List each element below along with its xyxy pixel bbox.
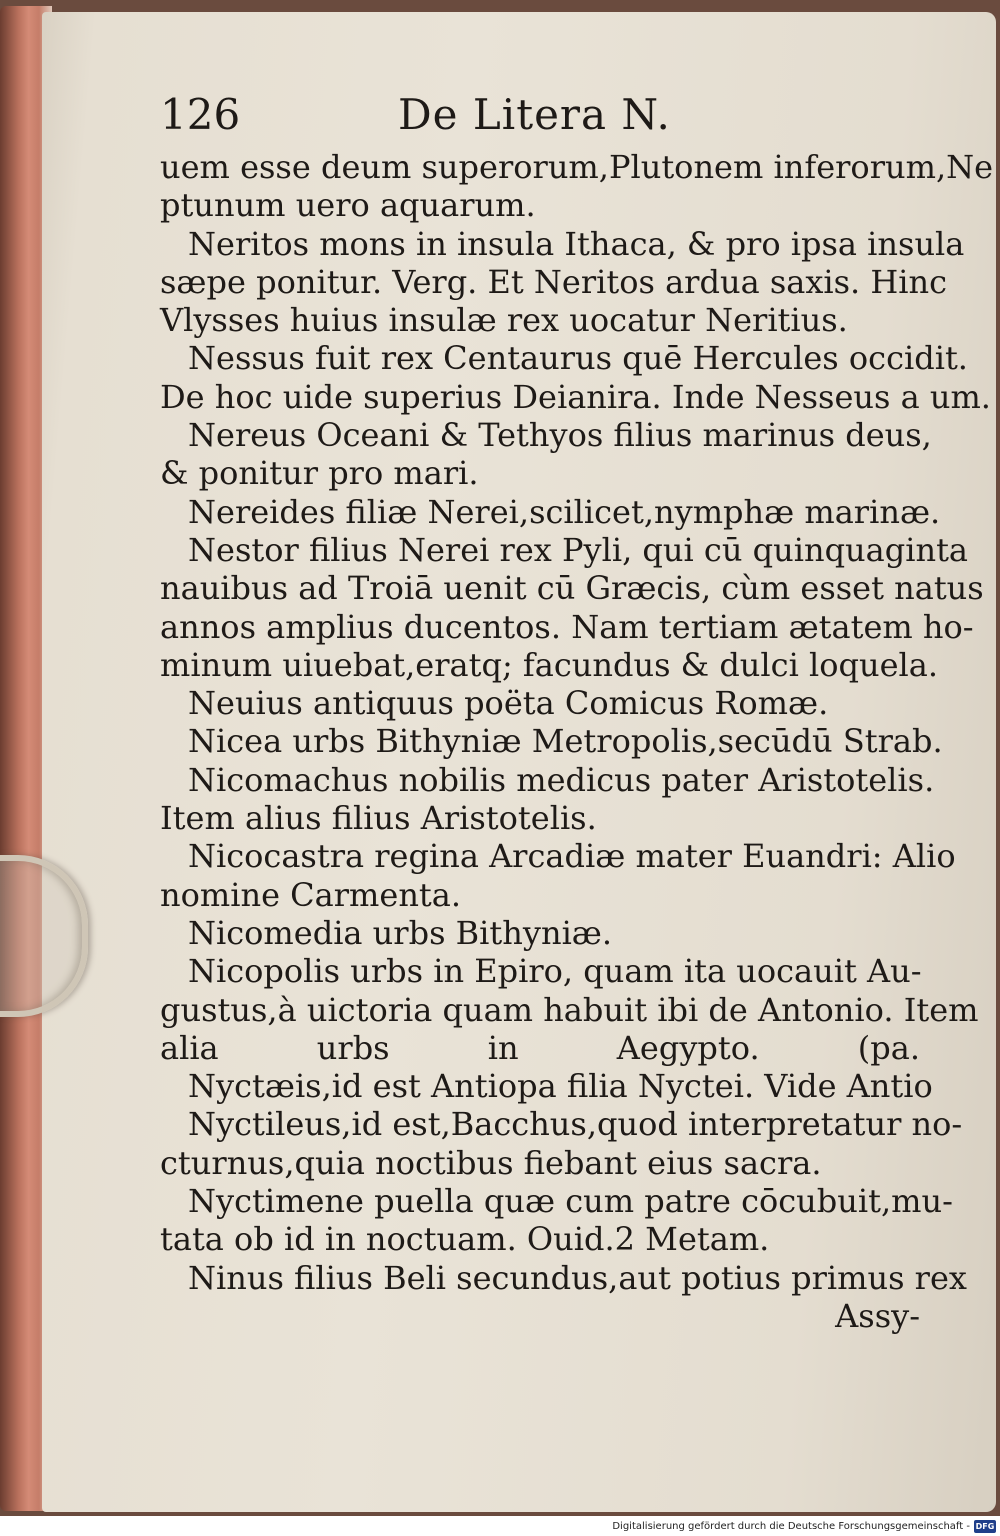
text-line: minum uiuebat,eratq; facundus & dulci loquela. xyxy=(160,645,938,684)
text-line: Nicopolis urbs in Epiro, quam ita uocauit Au- xyxy=(188,952,922,991)
text-line: & ponitur pro mari. xyxy=(160,454,479,493)
text-line: nomine Carmenta. xyxy=(160,875,462,914)
text-line: gustus,à uictoria quam habuit ibi de Antonio. Item xyxy=(160,990,979,1029)
text-line: Nessus fuit rex Centaurus quē Hercules occidit. xyxy=(188,339,968,378)
text-line: De hoc uide superius Deianira. Inde Nesseus a um. xyxy=(160,377,991,416)
text-line: Nyctileus,id est,Bacchus,quod interpretatur no- xyxy=(188,1105,963,1144)
text-line: Nereides filiæ Nerei,scilicet,nymphæ marinæ. xyxy=(188,492,941,531)
text-line: ptunum uero aquarum. xyxy=(160,186,536,225)
page-number: 126 xyxy=(160,90,241,139)
catchword: Assy- xyxy=(835,1296,920,1335)
text-line: uem esse deum superorum,Plutonem inferorum,Ne xyxy=(160,148,994,186)
text-line: Nicocastra regina Arcadiæ mater Euandri: Alio xyxy=(188,837,956,876)
text-line: Vlysses huius insulæ rex uocatur Neritius. xyxy=(160,301,848,340)
dfg-logo: DFG xyxy=(975,1522,995,1531)
text-line: sæpe ponitur. Verg. Et Neritos ardua saxis. Hinc xyxy=(160,262,948,301)
text-line: Nereus Oceani & Tethyos filius marinus deus, xyxy=(188,416,932,455)
running-title: De Litera N. xyxy=(398,90,671,139)
text-line: nauibus ad Troiā uenit cū Græcis, cùm esset natus xyxy=(160,569,984,608)
text-line: Nyctæis,id est Antiopa filia Nyctei. Vide Antio xyxy=(188,1067,933,1106)
funding-note: Digitalisierung gefördert durch die Deutsche Forschungsgemeinschaft - xyxy=(612,1521,970,1532)
text-line: Nicomedia urbs Bithyniæ. xyxy=(188,913,613,952)
text-line: Neritos mons in insula Ithaca, & pro ipsa insula xyxy=(188,224,965,263)
text-block xyxy=(160,148,994,1335)
text-line: tata ob id in noctuam. Ouid.2 Metam. xyxy=(160,1220,770,1259)
text-line: cturnus,quia noctibus fiebant eius sacra. xyxy=(160,1143,822,1182)
text-line: Nicea urbs Bithyniæ Metropolis,secūdū Strab. xyxy=(188,722,943,761)
page-header xyxy=(160,90,720,140)
text-line: Item alius filius Aristotelis. xyxy=(160,799,597,838)
text-line: Nestor filius Nerei rex Pyli, qui cū quinquaginta xyxy=(188,530,968,569)
text-line: Nicomachus nobilis medicus pater Aristotelis. xyxy=(188,760,935,799)
text-line: annos amplius ducentos. Nam tertiam ætatem ho- xyxy=(160,607,974,646)
text-line: Ninus filius Beli secundus,aut potius primus rex xyxy=(188,1258,967,1297)
text-line: Nyctimene puella quæ cum patre cōcubuit,mu- xyxy=(188,1182,953,1221)
text-line: alia urbs in Aegypto. (pa. xyxy=(160,1028,920,1067)
footer-bar xyxy=(0,1518,1000,1536)
text-line: Neuius antiquus poëta Comicus Romæ. xyxy=(188,684,829,723)
